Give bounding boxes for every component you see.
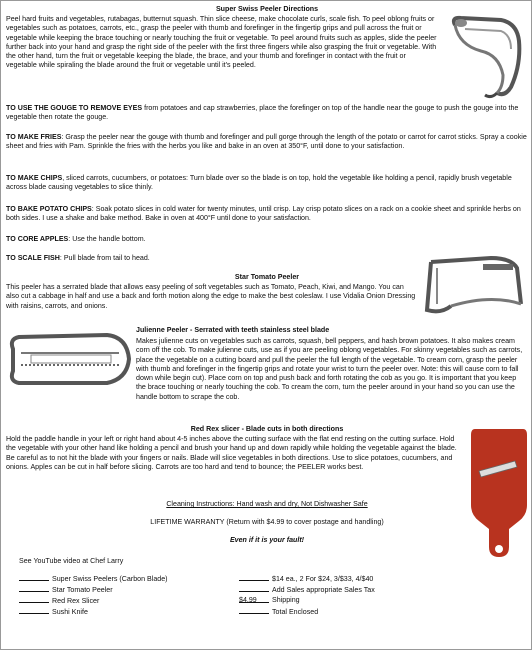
order-blank[interactable]: [19, 585, 49, 592]
order-blank[interactable]: [19, 596, 49, 603]
bake-paragraph: [6, 205, 528, 224]
tomato-peeler-image: [421, 254, 527, 316]
fries-heading: TO MAKE FRIES: [6, 133, 62, 141]
swiss-intro: Peel hard fruits and vegetables, rutabagas, butternut squash. Thin slice cheese, make chocolate curls, scale fish. To peel oblong fruits or vegetables such as potatoes, carrots, etc., grasp the peeler with thumb and forefinger in the fingertip grips and pull across the fruit or vegetable while keeping the brace touching or nearly touching the fruit or vegetable. To peel around fruits such as apples, slide the peeler further back into your hand and grasp the right side of the peeler with the first three fingers while also grasping the fruit or vegetable. With the other hand, turn the fruit or vegetable keeping the blade, the brace, and your thumb and forefinger in contact with the fruit or vegetable while spiraling the blade around the fruit or vegetable until it's peeled.: [6, 15, 437, 70]
price-blank[interactable]: [239, 574, 269, 581]
tax-label: Add Sales appropriate Sales Tax: [272, 586, 375, 594]
tomato-title: Star Tomato Peeler: [234, 273, 300, 281]
total-label: Total Enclosed: [272, 608, 319, 616]
order-line-swiss: [19, 574, 168, 584]
order-item-label: Super Swiss Peelers (Carbon Blade): [52, 575, 168, 583]
shipping-amount: $4.99: [239, 596, 269, 603]
scale-heading: TO SCALE FISH: [6, 254, 60, 262]
chips-heading: TO MAKE CHIPS: [6, 174, 63, 182]
fries-text: : Grasp the peeler near the gouge with thumb and forefinger and pull gorge through the length of the potato or carrot for carrot sticks. Spray a cookie sheet and fries with Pam. Sprinkle the fries with the herbs you like and bake in an oven at 350°F, until done to your satisfaction.: [6, 133, 527, 151]
julienne-title: [136, 326, 528, 335]
core-heading: TO CORE APPLES: [6, 235, 69, 243]
order-item-label: Red Rex Slicer: [52, 597, 100, 605]
shipping-line: [239, 596, 300, 606]
fault-note: Even if it is your fault!: [229, 536, 305, 544]
order-blank[interactable]: [19, 574, 49, 581]
gouge-text: from potatoes and cap strawberries, place the forefinger on top of the handle near the gouge to push the gouge into the vegetable then rotate the gouge.: [6, 104, 519, 122]
tax-blank[interactable]: [239, 585, 269, 592]
julienne-text: Makes julienne cuts on vegetables such as carrots, squash, bell peppers, and hash brown potatoes. It also makes cream corn off the cob. To make julienne cuts, use as if you are peeling oblong vegetables. For skinny vegetables such as carrots, place the vegetable on a cutting board and pull the peeler the full length of the vegetable. To cream corn, grasp the peeler with thumb and forefinger in the fingertip grips and rotate your wrist to turn the peeler over. Note: this will cause corn to fall down while begin cut). Place corn on top and push back and forth rotating the cob as you go. It is important that you keep the brace touching or nearly touching the cob. To cream the corn, turn the peeler around in your hand so you can use the handle bottom to scrape the cob.: [136, 337, 523, 401]
core-text: : Use the handle bottom.: [68, 235, 146, 243]
core-paragraph: [6, 235, 306, 244]
bake-text: : Soak potato slices in cold water for twenty minutes, until crisp. Lay crisp potato slices on a rack on a cookie sheet and sprinkle herbs on both sides. I use a shake and bake method. Bake in oven at 400°F until done to your satisfaction.: [6, 205, 521, 223]
swiss-peeler-image: [441, 15, 527, 99]
swiss-title: Super Swiss Peeler Directions: [215, 5, 319, 13]
chips-text: , sliced carrots, cucumbers, or potatoes: Turn blade over so the blade is on top, hold the vegetable like holding a pencil, rapidly brush vegetable across blade causing vegetables to slice thinly.: [6, 174, 512, 192]
order-item-label: Sushi Knife: [52, 608, 88, 616]
order-blank[interactable]: [19, 607, 49, 614]
tax-line: [239, 585, 375, 595]
shipping-label: Shipping: [272, 596, 300, 604]
redrex-text: Hold the paddle handle in your left or right hand about 4-5 inches above the cutting surface with the flat end resting on the cutting surface. Hold the vegetable with your other hand like holding a pencil and brush your hand up and down rapidly while holding the vegetable against the blade. Be careful as to not hit the blade with your fingers or nails. Blade will slice vegetables in both directions. Use to slice potatoes, cucumbers, and onions. Apples can be cut in half before slicing. Carrots are too hard and tend to bounce; the PEELER works best.: [6, 435, 457, 471]
order-line-sushi: [19, 607, 88, 617]
order-item-label: Star Tomato Peeler: [52, 586, 113, 594]
price-line: [239, 574, 373, 584]
total-line: [239, 607, 318, 617]
redrex-title: Red Rex slicer - Blade cuts in both directions: [190, 425, 344, 433]
gouge-heading: TO USE THE GOUGE TO REMOVE EYES: [6, 104, 143, 112]
bake-heading: TO BAKE POTATO CHIPS: [6, 205, 92, 213]
price-label: $14 ea., 2 For $24, 3/$33, 4/$40: [272, 575, 374, 583]
scale-paragraph: [6, 254, 306, 263]
cleaning-instructions: Cleaning Instructions: Hand wash and dry, Not Dishwasher Safe: [166, 500, 368, 508]
julienne-peeler-image: [7, 329, 135, 391]
gouge-paragraph: [6, 104, 528, 123]
tomato-text: This peeler has a serrated blade that allows easy peeling of soft vegetables such as Tomato, Peach, Kiwi, and Mango. You can also cut a cabbage in half and use a back and forth motion along the edge to make the best coleslaw. I use Vidalia Onion Dressing with raisins, carrots, and onions.: [6, 283, 416, 310]
order-line-tomato: [19, 585, 113, 595]
total-blank[interactable]: [239, 607, 269, 614]
order-line-redrex: [19, 596, 99, 606]
youtube-note: See YouTube video at Chef Larry: [19, 557, 124, 565]
fries-paragraph: [6, 133, 528, 152]
julienne-title-text: Julienne Peeler - Serrated with teeth stainless steel blade: [136, 326, 330, 334]
chips-paragraph: [6, 174, 528, 193]
warranty: LIFETIME WARRANTY (Return with $4.99 to cover postage and handling): [150, 518, 384, 526]
scale-text: : Pull blade from tail to head.: [59, 254, 150, 262]
